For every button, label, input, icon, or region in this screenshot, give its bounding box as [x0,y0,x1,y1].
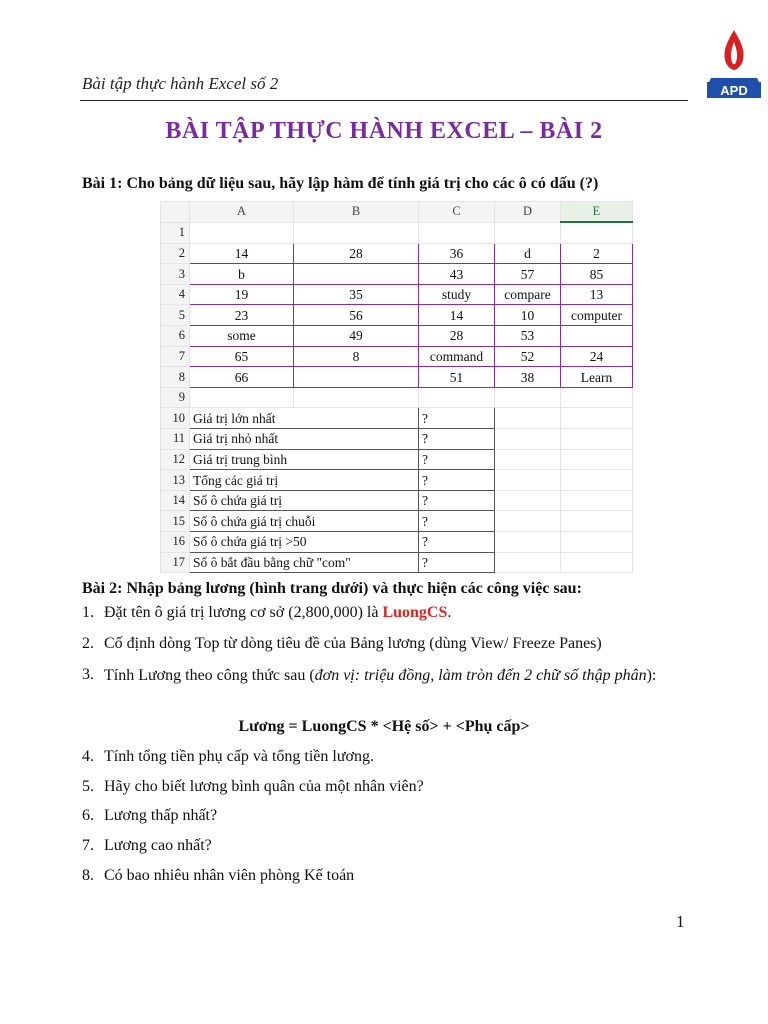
summary-value[interactable]: ? [419,449,495,470]
table-cell[interactable]: 28 [419,326,495,347]
summary-label[interactable]: Giá trị lớn nhất [190,408,419,429]
row-header[interactable]: 7 [161,346,190,367]
table-cell[interactable] [495,408,561,429]
table-cell[interactable]: study [419,284,495,305]
column-header[interactable]: A [190,202,294,223]
summary-label[interactable]: Số ô chứa giá trị [190,490,419,511]
row-header[interactable]: 1 [161,222,190,243]
table-cell[interactable]: compare [495,284,561,305]
table-cell[interactable]: 35 [294,284,419,305]
exercise-2-heading: Bài 2: Nhập bảng lương (hình trang dưới) và thực hiện các công việc sau: [82,580,582,597]
row-header[interactable]: 11 [161,429,190,450]
table-row [161,264,633,285]
table-cell[interactable] [561,387,633,408]
summary-label[interactable]: Giá trị nhỏ nhất [190,429,419,450]
table-cell[interactable] [495,532,561,553]
table-cell[interactable]: 51 [419,367,495,388]
table-cell[interactable]: 36 [419,243,495,264]
column-header-row [161,202,633,223]
table-cell[interactable]: 19 [190,284,294,305]
table-cell[interactable] [561,222,633,243]
table-cell[interactable] [561,408,633,429]
summary-label[interactable]: Số ô bắt đầu bằng chữ "com" [190,552,419,573]
table-cell[interactable]: 66 [190,367,294,388]
salary-formula: Lương = LuongCS * <Hệ số> + <Phụ cấp> [238,718,530,735]
table-cell[interactable] [561,326,633,347]
list-item-2: 2. Cố định dòng Top từ dòng tiêu đề của Bảng lương (dùng View/ Freeze Panes) [82,635,602,652]
column-header[interactable]: D [495,202,561,223]
table-row [161,367,633,388]
table-cell[interactable] [561,470,633,491]
column-header[interactable]: B [294,202,419,223]
page-title: BÀI TẬP THỰC HÀNH EXCEL – BÀI 2 [165,118,603,144]
table-cell[interactable] [294,367,419,388]
table-cell[interactable] [495,470,561,491]
row-header[interactable]: 2 [161,243,190,264]
table-cell[interactable] [561,449,633,470]
table-cell[interactable] [561,429,633,450]
table-cell[interactable]: 14 [419,305,495,326]
table-cell[interactable] [561,552,633,573]
table-cell[interactable]: Learn [561,367,633,388]
summary-row [161,532,633,553]
table-row [161,243,633,264]
table-cell[interactable] [294,264,419,285]
summary-value[interactable]: ? [419,552,495,573]
summary-row [161,449,633,470]
table-cell[interactable] [561,532,633,553]
summary-row [161,408,633,429]
summary-value[interactable]: ? [419,429,495,450]
list-item-1: 1. Đặt tên ô giá trị lương cơ sở (2,800,000) là LuongCS. [82,604,452,621]
table-cell[interactable]: 2 [561,243,633,264]
table-cell[interactable] [495,449,561,470]
summary-row [161,470,633,491]
table-cell[interactable] [419,222,495,243]
summary-row [161,429,633,450]
row-header[interactable]: 3 [161,264,190,285]
table-row [161,305,633,326]
header-rule [80,100,688,101]
table-row [161,326,633,347]
table-cell[interactable] [419,387,495,408]
column-header[interactable]: C [419,202,495,223]
table-row [161,222,633,243]
table-cell[interactable]: some [190,326,294,347]
table-cell[interactable] [495,552,561,573]
table-cell[interactable]: d [495,243,561,264]
table-cell[interactable]: 28 [294,243,419,264]
table-cell[interactable]: 49 [294,326,419,347]
table-row [161,387,633,408]
table-cell[interactable]: b [190,264,294,285]
summary-label[interactable]: Số ô chứa giá trị chuỗi [190,511,419,532]
table-cell[interactable]: 43 [419,264,495,285]
table-cell[interactable] [495,490,561,511]
list-item-7: 7. Lương cao nhất? [82,837,212,854]
row-header[interactable]: 9 [161,387,190,408]
summary-row [161,490,633,511]
row-header[interactable]: 12 [161,449,190,470]
table-cell[interactable] [561,511,633,532]
row-header[interactable]: 16 [161,532,190,553]
summary-value[interactable]: ? [419,408,495,429]
summary-value[interactable]: ? [419,532,495,553]
table-cell[interactable] [294,222,419,243]
row-header[interactable]: 13 [161,470,190,491]
table-row [161,346,633,367]
svg-text:APD: APD [720,83,748,98]
table-cell[interactable]: 24 [561,346,633,367]
table-cell[interactable]: 8 [294,346,419,367]
summary-label[interactable]: Số ô chứa giá trị >50 [190,532,419,553]
table-cell[interactable]: 56 [294,305,419,326]
apd-logo [705,28,763,100]
row-header[interactable]: 10 [161,408,190,429]
column-header[interactable]: E [561,202,633,223]
table-cell[interactable]: 13 [561,284,633,305]
list-item-4: 4. Tính tổng tiền phụ cấp và tổng tiền lương. [82,748,374,765]
table-cell[interactable] [495,387,561,408]
luongcs-name: LuongCS [382,604,448,621]
row-header[interactable]: 5 [161,305,190,326]
row-header[interactable]: 17 [161,552,190,573]
table-cell[interactable] [190,387,294,408]
summary-value[interactable]: ? [419,490,495,511]
summary-label[interactable]: Giá trị trung bình [190,449,419,470]
table-cell[interactable]: 14 [190,243,294,264]
summary-value[interactable]: ? [419,470,495,491]
table-cell[interactable]: 85 [561,264,633,285]
sheet-corner [161,202,190,223]
table-cell[interactable]: 38 [495,367,561,388]
table-cell[interactable]: 57 [495,264,561,285]
table-cell[interactable] [294,387,419,408]
row-header[interactable]: 8 [161,367,190,388]
page-number: 1 [676,912,685,931]
table-cell[interactable]: 52 [495,346,561,367]
row-header[interactable]: 6 [161,326,190,347]
table-cell[interactable] [561,490,633,511]
summary-label[interactable]: Tổng các giá trị [190,470,419,491]
list-item-5: 5. Hãy cho biết lương bình quân của một nhân viên? [82,778,424,795]
table-cell[interactable]: 65 [190,346,294,367]
table-cell[interactable]: computer [561,305,633,326]
list-item-8: 8. Có bao nhiêu nhân viên phòng Kế toán [82,867,355,884]
list-item-3: 3. Tính Lương theo công thức sau (đơn vị: triệu đồng, làm tròn đến 2 chữ số thập phân): [82,666,657,684]
summary-row [161,552,633,573]
exercise-1-heading: Bài 1: Cho bảng dữ liệu sau, hãy lập hàm để tính giá trị cho các ô có dấu (?) [82,175,599,192]
table-cell[interactable]: 53 [495,326,561,347]
row-header[interactable]: 4 [161,284,190,305]
row-header[interactable]: 15 [161,511,190,532]
summary-value[interactable]: ? [419,511,495,532]
table-cell[interactable]: 10 [495,305,561,326]
table-cell[interactable]: command [419,346,495,367]
running-header: Bài tập thực hành Excel số 2 [82,74,279,93]
summary-row [161,511,633,532]
table-cell[interactable] [495,511,561,532]
table-cell[interactable]: 23 [190,305,294,326]
list-item-6: 6. Lương thấp nhất? [82,807,218,824]
spreadsheet-exercise-1 [160,201,633,573]
row-header[interactable]: 14 [161,490,190,511]
table-cell[interactable] [495,222,561,243]
table-cell[interactable] [190,222,294,243]
table-row [161,284,633,305]
table-cell[interactable] [495,429,561,450]
